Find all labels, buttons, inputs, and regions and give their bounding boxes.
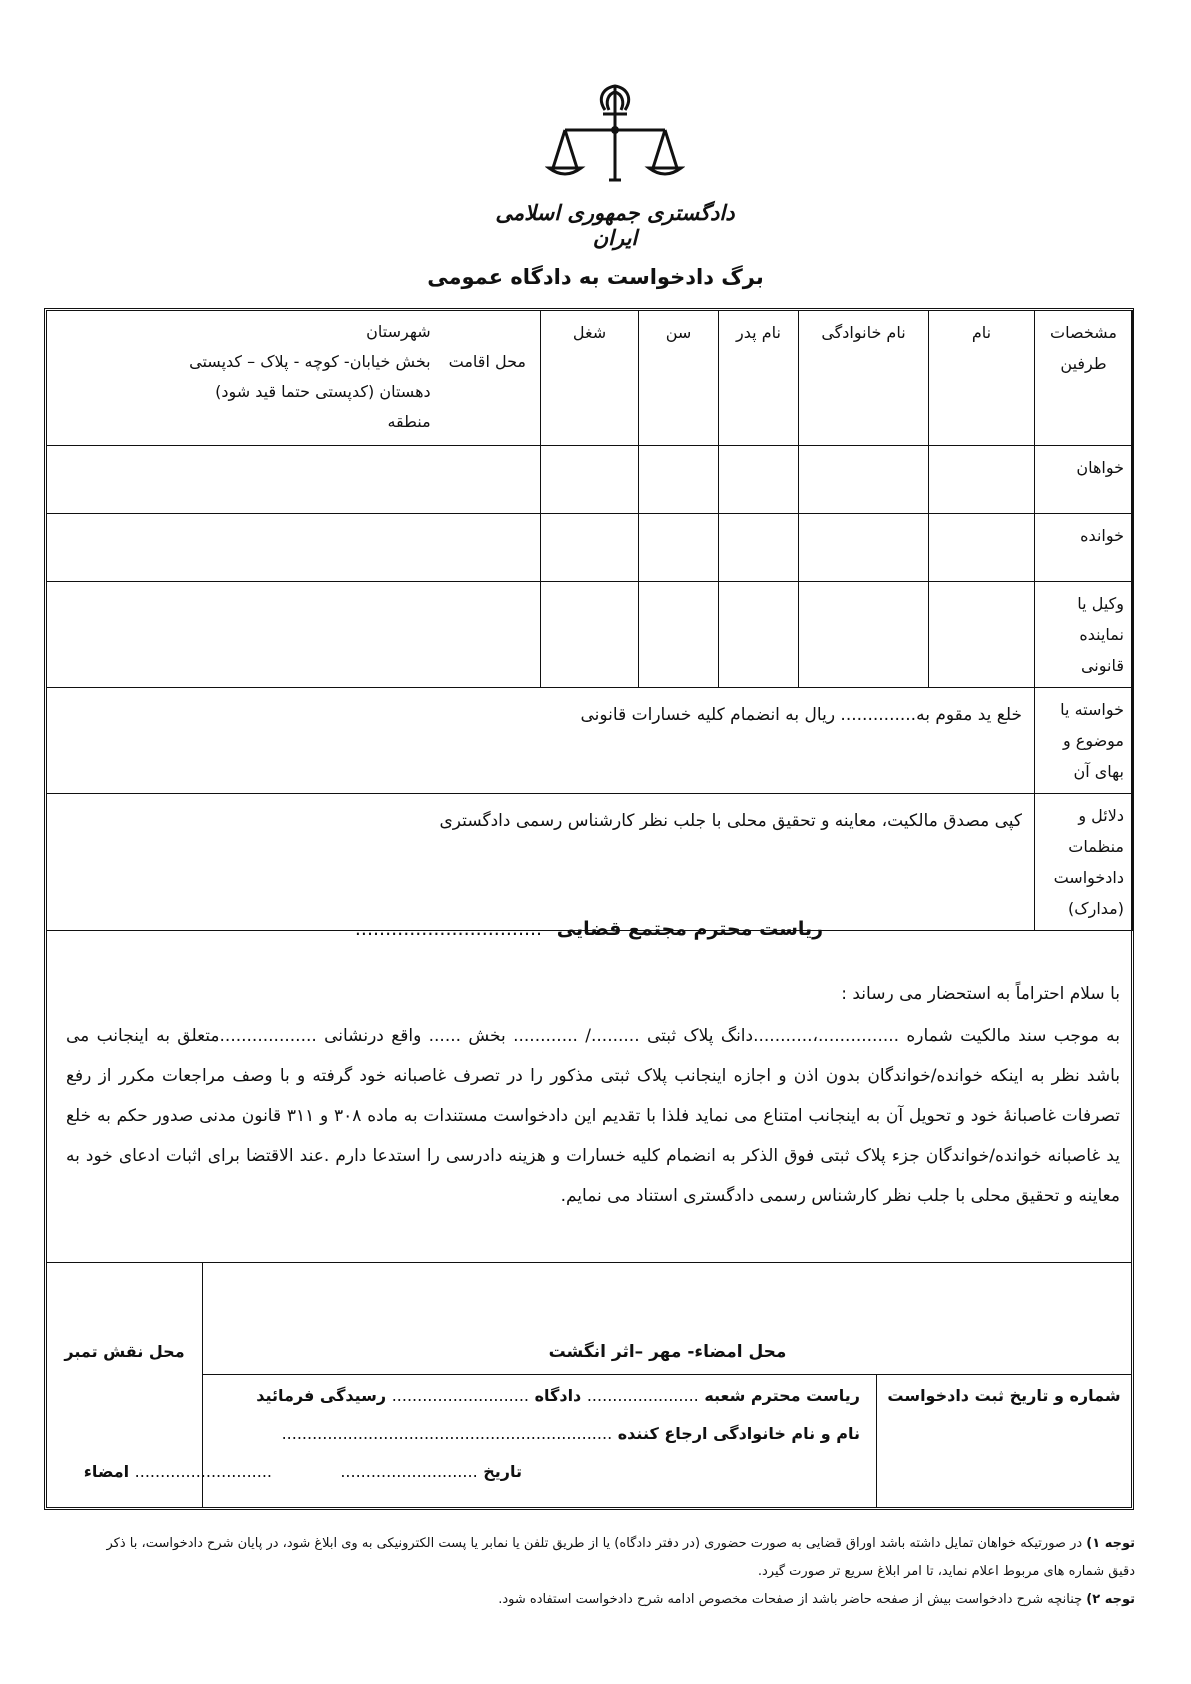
defendant-family-cell[interactable] xyxy=(799,514,929,582)
note-2-text: چنانچه شرح دادخواست بیش از صفحه حاضر باشد از صفحات مخصوص ادامه شرح دادخواست استفاده شود. xyxy=(498,1592,1083,1607)
judiciary-emblem-icon xyxy=(545,80,685,190)
sign-label: امضاء xyxy=(83,1462,130,1481)
attorney-residence-cell[interactable] xyxy=(47,582,541,688)
header-residence xyxy=(47,311,541,446)
date-field[interactable]: ........................... xyxy=(340,1462,478,1481)
attorney-job-cell[interactable] xyxy=(541,582,639,688)
divider-line xyxy=(203,1374,1132,1375)
date-label: تاریخ xyxy=(483,1462,522,1481)
plaintiff-label: خواهان xyxy=(1035,446,1133,514)
registration-label: شماره و تاریخ ثبت دادخواست xyxy=(887,1386,1121,1405)
plaintiff-father-cell[interactable] xyxy=(719,446,799,514)
review-label: رسیدگی فرمائید xyxy=(256,1386,387,1405)
evidence-label: دلائل و منظمات دادخواست (مدارک) xyxy=(1035,794,1133,931)
attorney-label: وکیل یا نماینده قانونی xyxy=(1035,582,1133,688)
letter-greeting: با سلام احتراماً به استحضار می رساند : xyxy=(841,984,1120,1004)
referral-line-3 xyxy=(340,1462,522,1481)
note-2 xyxy=(80,1586,1135,1614)
referrer-label: نام و نام خانوادگی ارجاع کننده xyxy=(617,1424,860,1443)
plaintiff-residence-cell[interactable] xyxy=(47,446,541,514)
header-parties: مشخصات طرفین xyxy=(1035,311,1133,446)
residence-line: شهرستان xyxy=(366,322,431,341)
parties-table xyxy=(46,310,1133,931)
plaintiff-age-cell[interactable] xyxy=(639,446,719,514)
header-occupation: شغل xyxy=(541,311,639,446)
defendant-label: خوانده xyxy=(1035,514,1133,582)
defendant-residence-cell[interactable] xyxy=(47,514,541,582)
note-1-label: توجه ۱) xyxy=(1086,1536,1135,1551)
defendant-age-cell[interactable] xyxy=(639,514,719,582)
residence-line: بخش خیابان- کوچه - پلاک – کدپستی xyxy=(189,352,431,371)
defendant-father-cell[interactable] xyxy=(719,514,799,582)
referral-line-2 xyxy=(282,1424,860,1443)
sign-field[interactable]: ........................... xyxy=(134,1462,272,1481)
letter-title xyxy=(46,918,1132,940)
header-name: نام xyxy=(929,311,1035,446)
residence-details xyxy=(189,317,431,437)
branch-head-label: ریاست محترم شعبه xyxy=(704,1386,860,1405)
plaintiff-family-cell[interactable] xyxy=(799,446,929,514)
residence-line: دهستان (کدپستی حتما قید شود) xyxy=(215,382,431,401)
letter-title-dots: ............................... xyxy=(354,918,543,940)
signature-label: محل امضاء- مهر –اثر انگشت xyxy=(548,1342,787,1362)
court-name-field[interactable]: ........................... xyxy=(391,1386,530,1405)
claim-label: خواسته یا موضوع و بهای آن xyxy=(1035,688,1133,794)
petition-letter xyxy=(46,910,1132,1263)
attorney-age-cell[interactable] xyxy=(639,582,719,688)
residence-line: منطقه xyxy=(387,412,431,431)
attorney-row xyxy=(47,582,1133,688)
plaintiff-job-cell[interactable] xyxy=(541,446,639,514)
plaintiff-row xyxy=(47,446,1133,514)
attorney-family-cell[interactable] xyxy=(799,582,929,688)
header-age: سن xyxy=(639,311,719,446)
residence-label: محل اقامت xyxy=(448,352,526,371)
stamp-label: محل نقش تمبر xyxy=(64,1342,185,1361)
table-header-row xyxy=(47,311,1133,446)
note-1 xyxy=(80,1530,1135,1586)
notes xyxy=(80,1530,1135,1614)
attorney-name-cell[interactable] xyxy=(929,582,1035,688)
brand-name: دادگستری جمهوری اسلامی ایران xyxy=(495,200,735,250)
claim-value[interactable]: خلع ید مقوم به.............. ریال به انضمام کلیه خسارات قانونی xyxy=(47,688,1035,794)
court-label: دادگاه xyxy=(534,1386,582,1405)
letter-title-text: ریاست محترم مجتمع قضایی xyxy=(556,918,824,940)
plaintiff-name-cell[interactable] xyxy=(929,446,1035,514)
referral-line-1 xyxy=(256,1386,860,1405)
referral-line-4 xyxy=(84,1462,272,1481)
header-family-name: نام خانوادگی xyxy=(799,311,929,446)
defendant-job-cell[interactable] xyxy=(541,514,639,582)
claim-row xyxy=(47,688,1133,794)
form-title: برگ دادخواست به دادگاه عمومی xyxy=(427,265,764,289)
branch-number-field[interactable]: ...................... xyxy=(586,1386,699,1405)
note-2-label: توجه ۲) xyxy=(1086,1592,1135,1607)
header-father-name: نام پدر xyxy=(719,311,799,446)
note-1-text: در صورتیکه خواهان تمایل داشته باشد اوراق قضایی به صورت حضوری (در دفتر دادگاه) یا از طریق تلفن یا نمابر یا پست الکترونیکی به وی ابلاغ شود، در پایان شرح دادخواست، با ذکر دقیق شماره های مربوط اعلام نماید، تا امر ابلاغ سریع تر صورت گیرد. xyxy=(106,1536,1135,1579)
attorney-father-cell[interactable] xyxy=(719,582,799,688)
letter-body[interactable]: به موجب سند مالکیت شماره ...............،...........دانگ پلاک ثبتی ........./ ............ بخش ...... واقع درنشانی ..................متعلق به اینجانب می باشد نظر به اینکه خوانده/خواندگان بدون اذن و اجازه اینجانب پلاک ثبتی مذکور را در تصرف غاصبانه خود گرفته و با وصف مراجعات مکرر از رفع تصرفات غاصبانهٔ خود و تحویل آن به اینجانب امتناع می نماید فلذا با تقدیم این دادخواست مستندات به ماده ۳۰۸ و ۳۱۱ قانون مدنی صدور حکم به خلع ید غاصبانه خوانده/خواندگان جزء پلاک ثبتی فوق الذکر به انضمام کلیه خسارات و هزینه دادرسی را استدعا دارم .عند الاقتضا برای اثبات ادعای خود به معاینه و تحقیق محلی با جلب نظر کارشناس رسمی دادگستری استناد می نمایم. xyxy=(66,1026,1120,1206)
referrer-name-field[interactable]: ................................................................. xyxy=(281,1424,613,1443)
evidence-value[interactable]: کپی مصدق مالکیت، معاینه و تحقیق محلی با جلب نظر کارشناس رسمی دادگستری xyxy=(47,794,1035,931)
signature-section xyxy=(46,1262,1132,1508)
defendant-name-cell[interactable] xyxy=(929,514,1035,582)
defendant-row xyxy=(47,514,1133,582)
